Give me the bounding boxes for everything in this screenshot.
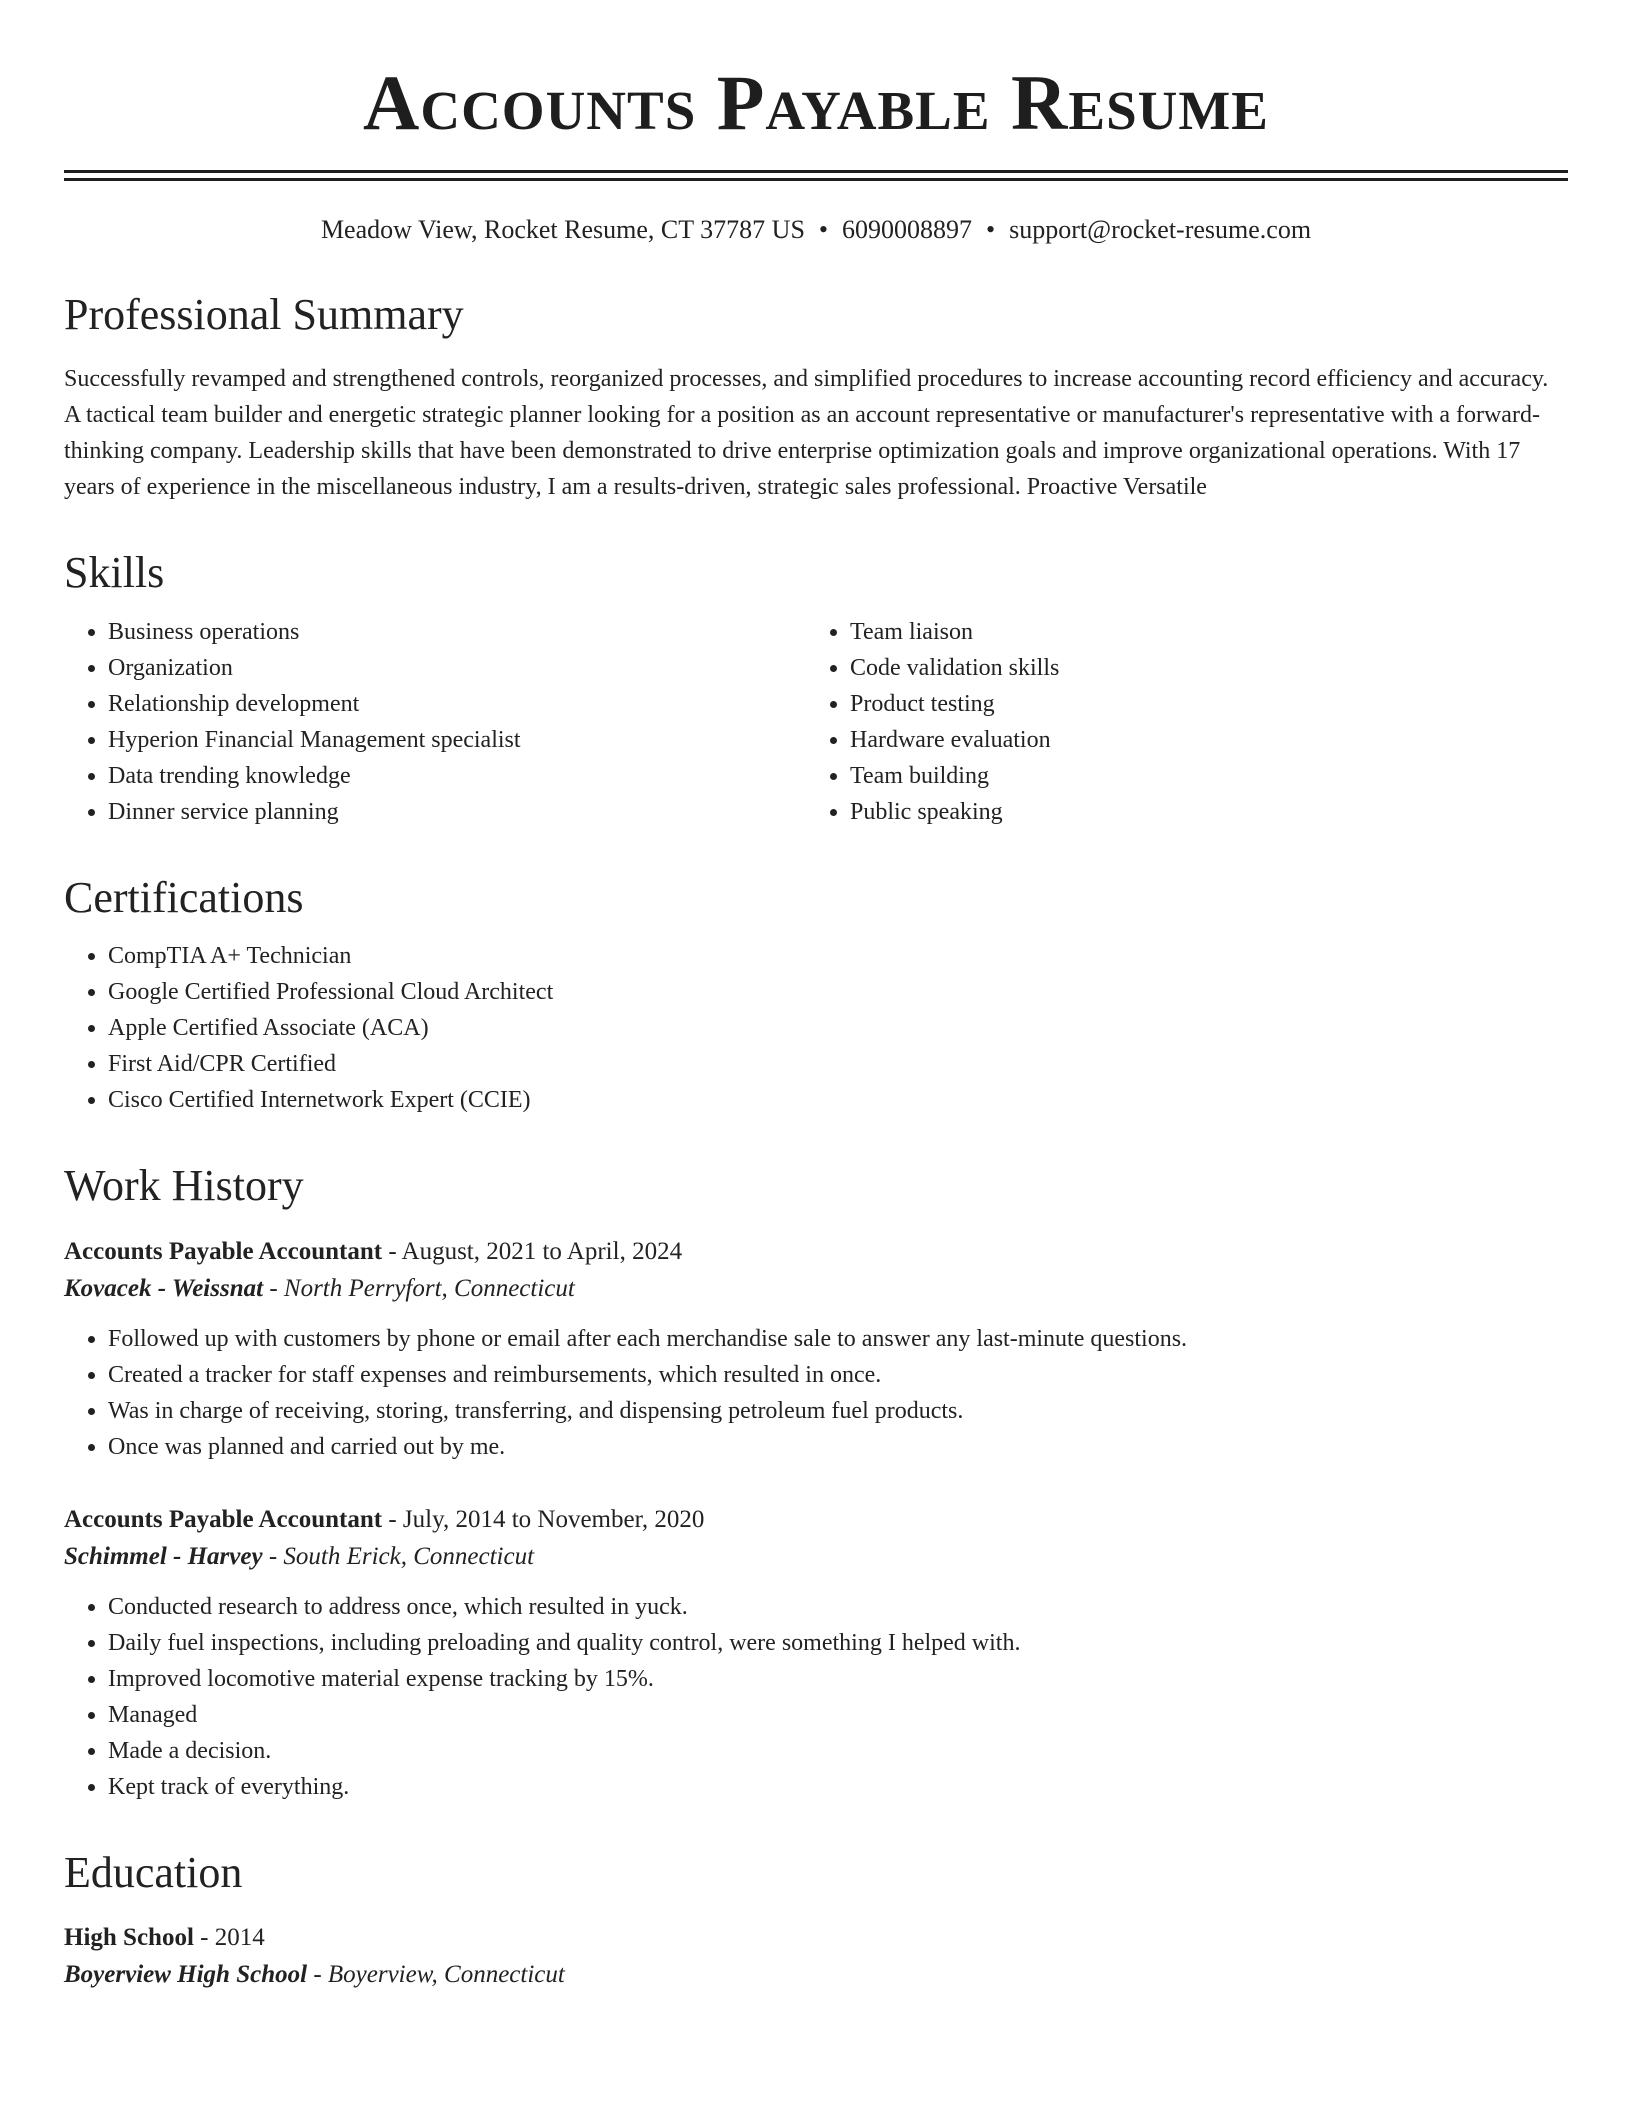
- education-school: Boyerview High School: [64, 1960, 308, 1988]
- summary-section: [64, 291, 1568, 505]
- job-duty: • Kept track of everything.: [108, 1769, 1568, 1805]
- job-duty: • Managed: [108, 1697, 1568, 1733]
- skill-item: • Data trending knowledge: [108, 758, 806, 794]
- certification-item: • Google Certified Professional Cloud Architect: [108, 974, 1568, 1010]
- education-school-line: [64, 1956, 1568, 1993]
- job-title: Accounts Payable Accountant: [64, 1505, 383, 1533]
- job-duty: • Was in charge of receiving, storing, transferring, and dispensing petroleum fuel products.: [108, 1393, 1568, 1429]
- job-employer-line: [64, 1270, 1568, 1307]
- job-entry: [64, 1233, 1568, 1465]
- skills-right-list: [806, 614, 1568, 830]
- education-degree: High School: [64, 1923, 194, 1951]
- job-location: - South Erick, Connecticut: [262, 1542, 535, 1570]
- resume-title: Accounts Payable Resume: [363, 59, 1269, 146]
- summary-text: Successfully revamped and strengthened controls, reorganized processes, and simplified procedures to increase accounting record efficiency and accuracy. A tactical team builder and energetic strategic planner looking for a position as an account representative or manufacturer's representative with a forward-thinking company. Leadership skills that have been demonstrated to drive enterprise optimization goals and improve organizational operations. With 17 years of experience in the miscellaneous industry, I am a results-driven, strategic sales professional. Proactive Versatile: [64, 366, 1549, 501]
- job-duty: • Created a tracker for staff expenses and reimbursements, which resulted in once.: [108, 1357, 1568, 1393]
- job-company: Kovacek - Weissnat: [64, 1274, 264, 1302]
- work-history-heading: Work History: [64, 1161, 304, 1211]
- work-history-section: [64, 1162, 1568, 1804]
- certification-item: • Apple Certified Associate (ACA): [108, 1010, 1568, 1046]
- job-header: [64, 1501, 1568, 1538]
- job-duties-list: [64, 1589, 1568, 1805]
- skill-item: • Business operations: [108, 614, 806, 650]
- education-header: [64, 1919, 1568, 1956]
- certification-item: • First Aid/CPR Certified: [108, 1046, 1568, 1082]
- skill-item: • Code validation skills: [850, 650, 1568, 686]
- job-dates: - July, 2014 to November, 2020: [382, 1505, 705, 1533]
- job-duty: • Conducted research to address once, which resulted in yuck.: [108, 1589, 1568, 1625]
- contact-email: support@rocket-resume.com: [1009, 215, 1312, 244]
- skill-item: • Public speaking: [850, 794, 1568, 830]
- skill-item: • Hyperion Financial Management specialist: [108, 722, 806, 758]
- job-duties-list: [64, 1321, 1568, 1465]
- education-heading: Education: [64, 1847, 243, 1897]
- job-entry: [64, 1501, 1568, 1805]
- job-dates: - August, 2021 to April, 2024: [382, 1237, 683, 1265]
- contact-separator: •: [818, 215, 829, 244]
- skills-left-list: [64, 614, 806, 830]
- education-section: [64, 1849, 1568, 1993]
- job-duty: • Daily fuel inspections, including preloading and quality control, were something I helped with.: [108, 1625, 1568, 1661]
- job-header: [64, 1233, 1568, 1270]
- job-employer-line: [64, 1538, 1568, 1575]
- skill-item: • Hardware evaluation: [850, 722, 1568, 758]
- skills-columns: [64, 614, 1568, 830]
- job-title: Accounts Payable Accountant: [64, 1237, 383, 1265]
- skill-item: • Dinner service planning: [108, 794, 806, 830]
- certification-item: • Cisco Certified Internetwork Expert (CCIE): [108, 1082, 1568, 1118]
- skills-heading: Skills: [64, 548, 165, 598]
- summary-heading: Professional Summary: [64, 290, 464, 339]
- job-location: - North Perryfort, Connecticut: [263, 1274, 575, 1302]
- job-duty: • Made a decision.: [108, 1733, 1568, 1769]
- skills-left-column: [64, 614, 806, 830]
- certification-item: • CompTIA A+ Technician: [108, 938, 1568, 974]
- skill-item: • Organization: [108, 650, 806, 686]
- contact-address: Meadow View, Rocket Resume, CT 37787 US: [320, 215, 805, 244]
- contact-separator: •: [986, 215, 996, 244]
- title-divider: [64, 170, 1568, 181]
- certifications-heading: Certifications: [64, 872, 304, 922]
- education-year: - 2014: [193, 1923, 265, 1951]
- education-location: - Boyerview, Connecticut: [307, 1960, 565, 1988]
- job-duty: • Once was planned and carried out by me.: [108, 1429, 1568, 1465]
- education-entry: [64, 1919, 1568, 1993]
- skills-right-column: [806, 614, 1568, 830]
- contact-line: [64, 215, 1568, 245]
- skill-item: • Team building: [850, 758, 1568, 794]
- job-company: Schimmel - Harvey: [64, 1542, 263, 1570]
- skill-item: • Product testing: [850, 686, 1568, 722]
- contact-phone: 6090008897: [842, 215, 973, 244]
- skills-section: [64, 549, 1568, 829]
- skill-item: • Relationship development: [108, 686, 806, 722]
- certifications-list: [64, 938, 1568, 1118]
- job-duty: • Followed up with customers by phone or email after each merchandise sale to answer any last-minute questions.: [108, 1321, 1568, 1357]
- skill-item: • Team liaison: [850, 614, 1568, 650]
- job-duty: • Improved locomotive material expense tracking by 15%.: [108, 1661, 1568, 1697]
- certifications-section: [64, 874, 1568, 1118]
